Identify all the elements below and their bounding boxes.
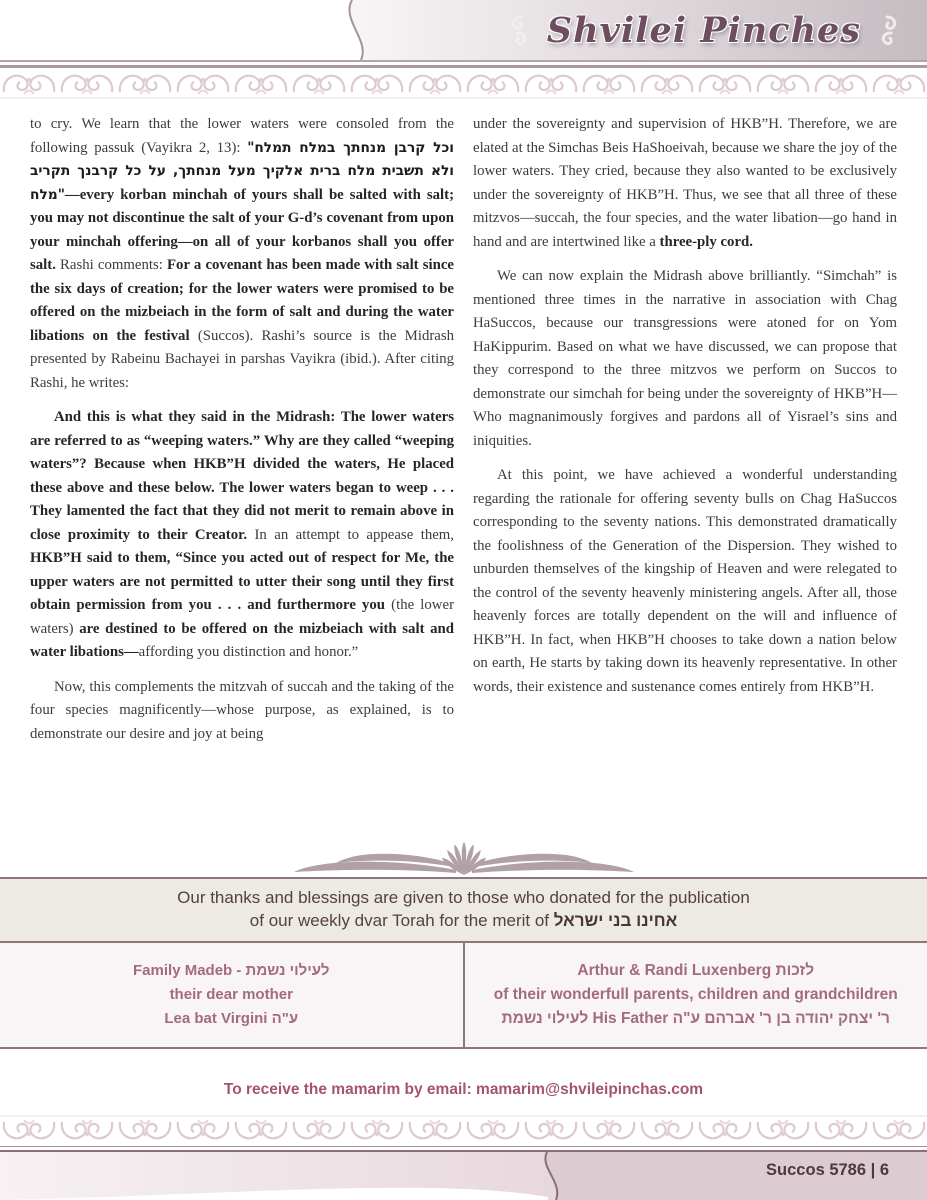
flourish-left-icon xyxy=(507,13,533,47)
thanks-line-1: Our thanks and blessings are given to those who donated for the publication xyxy=(177,888,750,907)
donor-right-line-1: Arthur & Randi Luxenberg לזכות xyxy=(577,962,815,979)
masthead xyxy=(0,0,927,60)
donor-left-line-2: their dear mother xyxy=(169,986,293,1003)
donors-section xyxy=(0,943,927,1049)
flourish-right-icon xyxy=(875,13,901,47)
donor-left-line-1: Family Madeb - לעילוי נשמת xyxy=(133,962,330,979)
paragraph: Now, this complements the mitzvah of succah and the taking of the four species magnificently—whose purpose, as explained, is to demonstrate our desire and joy at being xyxy=(30,678,454,742)
donor-left xyxy=(0,943,463,1047)
masthead-rule xyxy=(0,60,927,68)
paragraph: We can now explain the Midrash above brilliantly. “Simchah” is mentioned three times in the narrative in association with Chag HaSuccos, because our transgressions were atoned for on Yom HaKippurim. Based on what we have discussed, we can propose that they correspond to the three mitzvos we perform on Succos to demonstrate our simchah for being under the sovereignty of HKB”H—Who magnanimously forgives and pardons all of Yisrael’s sins and iniquities. xyxy=(473,268,897,449)
donor-right-line-3: לעילוי נשמת His Father ר' יצחק יהודה בן ר' אברהם ע"ה xyxy=(501,1010,890,1027)
divider-ornament-icon xyxy=(0,839,927,877)
article xyxy=(0,99,927,839)
paragraph: At this point, we have achieved a wonderful understanding regarding the rationale for offering seventy bulls on Chag HaSuccos corresponding to the seventy nations. This demonstrated dramatically the foolishness of the Generation of the Dispersion. They wished to unburden themselves of the kingship of Heaven and were relegated to the control of the seventy heavenly ministering angels. After all, those heavenly forces are totally dependent on the will and influence of HKB”H. In fact, when HKB”H chooses to take down a nation below on earth, He starts by taking down its heavenly representative. In other words, their existence and sustenance comes entirely from HKB”H. xyxy=(473,467,897,695)
lace-border-bottom-icon xyxy=(0,1115,927,1146)
right-column xyxy=(473,113,897,839)
donor-right-line-2: of their wonderfull parents, children and grandchildren xyxy=(493,986,898,1003)
paragraph: under the sovereignty and supervision of HKB”H. Therefore, we are elated at the Simchas Beis HaShoeivah, because we share the joy of the lower waters. They cried, because they also wanted to be exclusively under the sovereignty of HKB”H. Thus, we see that all three of these mitzvos—succah, the four species, and the water libation—go hand in hand and are intertwined like a three-ply cord. xyxy=(473,116,897,250)
paragraph: And this is what they said in the Midrash: The lower waters are referred to as “weeping waters.” Why are they called “weeping waters”? Because when HKB”H divided the waters, He placed these above and these below. The lower waters began to weep . . . They lamented the fact that they did not merit to remain above in close proximity to their Creator. In an attempt to appease them, HKB”H said to them, “Since you acted out of respect for Me, the upper waters are not permitted to utter their song until they first obtain permission from you . . . and furthermore you (the lower waters) are destined to be offered on the mizbeiach with salt and water libations—affording you distinction and honor.” xyxy=(30,409,454,660)
thanks-line-2: of our weekly dvar Torah for the merit of אחינו בני ישראל xyxy=(249,911,678,930)
left-column xyxy=(30,113,454,839)
page-number: Succos 5786 | 6 xyxy=(766,1161,889,1179)
paragraph: to cry. We learn that the lower waters were consoled from the following passuk (Vayikra 2, 13): "וכל קרבן מנחתך במלח תמלח ולא תשבית מלח ברית אלקיך מעל מנחתך, על כל קרבנך תקריב מלח"—every korban minchah of yours shall be salted with salt; you may not discontinue the salt of your G-d’s covenant from upon your minchah offering—on all of your korbanos shall you offer salt. Rashi comments: For a covenant has been made with salt since the six days of creation; for the lower waters were promised to be offered on the mizbeiach in the form of salt and during the water libations on the festival (Succos). Rashi’s source is the Midrash presented by Rabeinu Bachayei in parshas Vayikra (ibid.). After citing Rashi, he writes: xyxy=(30,116,454,391)
page-title: Shvilei Pinches xyxy=(546,9,861,51)
title-block xyxy=(507,0,901,60)
page-footer-bar xyxy=(0,1146,927,1200)
donor-left-line-3: Lea bat Virgini ע"ה xyxy=(164,1010,299,1027)
email-line: To receive the mamarim by email: mamarim@shvileipinchas.com xyxy=(223,1081,704,1098)
footer-band xyxy=(0,1152,927,1200)
lace-border-top-icon xyxy=(0,68,927,99)
donor-right xyxy=(465,943,927,1047)
thanks-section xyxy=(0,877,927,943)
